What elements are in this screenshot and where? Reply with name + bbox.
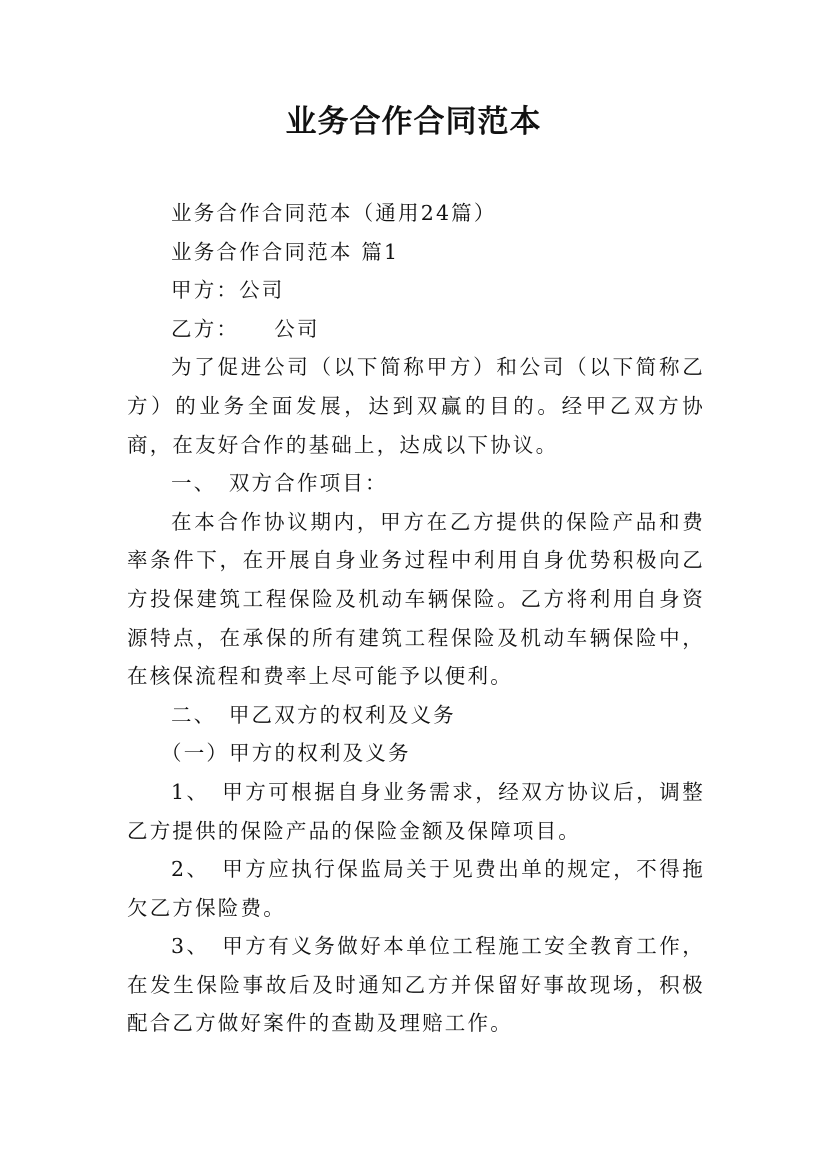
document-body — [127, 194, 705, 1043]
paragraph-party-b: 乙方： 公司 — [171, 316, 320, 341]
paragraph-article-heading: 业务合作合同范本 篇1 — [171, 239, 400, 264]
clause-3: 3、 甲方有义务做好本单位工程施工安全教育工作，在发生保险事故后及时通知乙方并保留好事故现场，积极配合乙方做好案件的查勘及理赔工作。 — [127, 934, 705, 1036]
clause-2: 2、 甲方应执行保监局关于见费出单的规定，不得拖欠乙方保险费。 — [127, 857, 705, 920]
section-heading-2: 二、 甲乙双方的权利及义务 — [171, 702, 456, 727]
document-title: 业务合作合同范本 — [285, 104, 542, 140]
paragraph-cooperation-project: 在本合作协议期内，甲方在乙方提供的保险产品和费率条件下，在开展自身业务过程中利用自身优势积极向乙方投保建筑工程保险及机动车辆保险。乙方将利用自身资源特点，在承保的所有建筑工程保险及机动车辆保险中，在核保流程和费率上尽可能予以便利。 — [127, 509, 705, 689]
paragraph-preamble: 为了促进公司（以下简称甲方）和公司（以下简称乙方）的业务全面发展，达到双赢的目的。经甲乙双方协商，在友好合作的基础上，达成以下协议。 — [127, 355, 705, 457]
section-heading-1: 一、 双方合作项目： — [171, 471, 388, 496]
subsection-heading-1: （一）甲方的权利及义务 — [161, 741, 411, 766]
clause-1: 1、 甲方可根据自身业务需求，经双方协议后，调整乙方提供的保险产品的保险金额及保障项目。 — [127, 779, 705, 843]
paragraph-party-a: 甲方：公司 — [171, 278, 285, 303]
paragraph-subtitle: 业务合作合同范本（通用24篇） — [171, 201, 497, 225]
